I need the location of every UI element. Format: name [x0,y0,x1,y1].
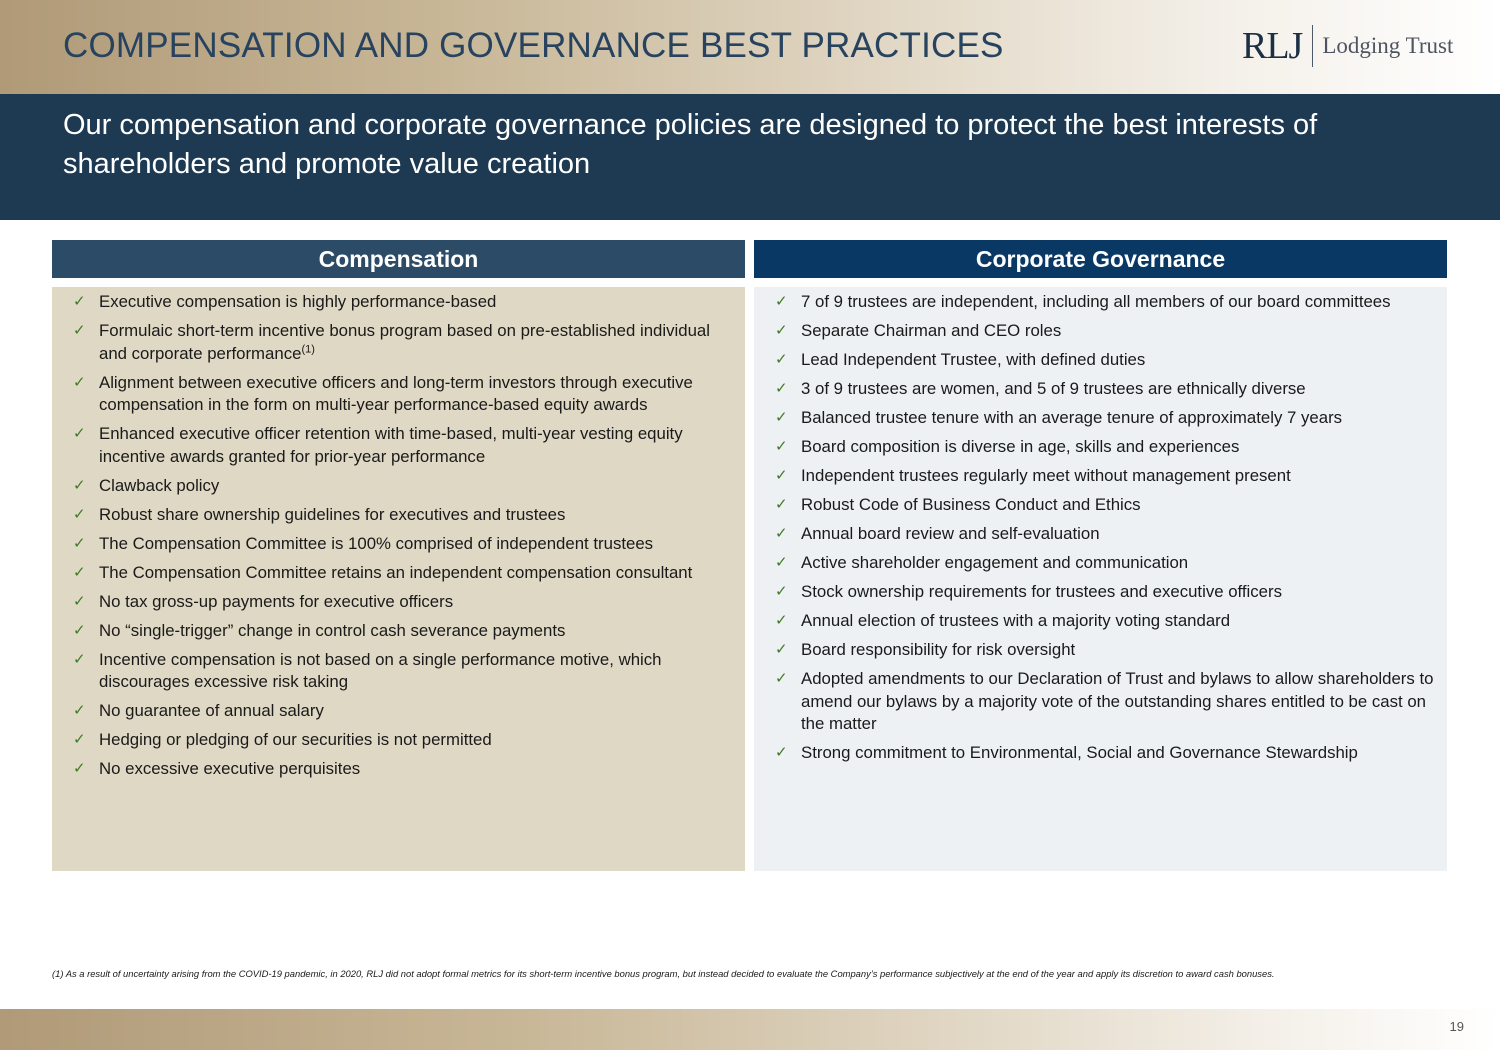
check-icon: ✓ [73,731,86,748]
list-item-text: Separate Chairman and CEO roles [801,321,1062,340]
list-item [754,494,1447,517]
list-item [754,581,1447,604]
list-item [52,291,745,314]
governance-panel [754,287,1447,871]
list-item [754,523,1447,546]
list-item-text: Board composition is diverse in age, skills and experiences [801,437,1240,456]
check-icon: ✓ [775,641,788,658]
list-item [754,668,1447,736]
list-item-text: Formulaic short-term incentive bonus program based on pre-established individual and corporate performance [99,321,710,363]
compensation-header: Compensation [52,240,745,278]
check-icon: ✓ [775,467,788,484]
check-icon: ✓ [775,438,788,455]
check-icon: ✓ [73,505,86,523]
list-item-text: No excessive executive perquisites [99,759,361,778]
list-item [52,758,745,781]
list-item [52,475,745,498]
list-item-text: No guarantee of annual salary [99,701,324,720]
list-item [52,562,745,585]
check-icon: ✓ [73,592,86,610]
subtitle: Our compensation and corporate governance policies are designed to protect the best interests of shareholders and promote value creation [63,109,1318,180]
check-icon: ✓ [775,612,788,629]
subtitle-band [0,94,1500,220]
check-icon: ✓ [73,534,86,552]
list-item-text: Executive compensation is highly performance-based [99,292,497,311]
check-icon: ✓ [775,322,788,339]
list-item [754,291,1447,314]
list-item [754,610,1447,633]
check-icon: ✓ [73,702,86,719]
list-item-text: Balanced trustee tenure with an average tenure of approximately 7 years [801,408,1343,427]
company-logo [1242,24,1453,68]
list-item [52,591,745,614]
list-item-text: Annual board review and self-evaluation [801,524,1100,543]
logo-divider [1312,25,1313,67]
list-item-text: The Compensation Committee retains an independent compensation consultant [99,562,693,582]
check-icon: ✓ [73,293,86,310]
check-icon: ✓ [775,670,788,687]
list-item-text: Stock ownership requirements for trustees and executive officers [801,582,1282,601]
check-icon: ✓ [73,650,86,668]
list-item [754,407,1447,430]
list-item-text: Active shareholder engagement and communication [801,553,1189,572]
list-item-text: Incentive compensation is not based on a single performance motive, which discourages excessive risk taking [99,649,662,691]
list-item-text: Hedging or pledging of our securities is not permitted [99,730,492,749]
check-icon: ✓ [73,563,86,581]
list-item [754,465,1447,488]
list-item [52,700,745,723]
list-item [52,320,745,365]
list-item [52,504,745,527]
list-item-text: Strong commitment to Environmental, Social and Governance Stewardship [801,743,1358,762]
check-icon: ✓ [775,525,788,542]
check-icon: ✓ [73,425,86,442]
list-item [52,533,745,556]
list-item-text: Alignment between executive officers and long-term investors through executive compensation in the form on multi-year performance-based equity awards [99,372,693,414]
page-title: COMPENSATION AND GOVERNANCE BEST PRACTICES [63,26,1004,65]
logo-text: Lodging Trust [1322,32,1454,58]
list-item [754,742,1447,765]
compensation-list [52,291,745,787]
list-item-text: Enhanced executive officer retention with time-based, multi-year vesting equity incentive awards granted for prior-year performance [99,424,683,466]
compensation-panel [52,287,745,871]
list-item-text: 7 of 9 trustees are independent, including all members of our board committees [801,292,1391,311]
list-item [754,552,1447,575]
check-icon: ✓ [775,351,788,368]
governance-header: Corporate Governance [754,240,1447,278]
list-item-text: No tax gross-up payments for executive officers [99,591,454,611]
list-item [52,729,745,752]
check-icon: ✓ [73,621,86,639]
list-item [754,349,1447,372]
check-icon: ✓ [775,744,788,761]
list-item [754,639,1447,662]
list-item-text: Clawback policy [99,475,220,495]
footnote-marker: (1) [301,342,315,355]
list-item-text: Board responsibility for risk oversight [801,640,1076,659]
check-icon: ✓ [775,380,788,397]
list-item-text: Independent trustees regularly meet without management present [801,466,1291,485]
list-item-text: Robust Code of Business Conduct and Ethics [801,495,1141,514]
bottom-gold-band [0,1009,1500,1050]
page-number: 19 [1449,1019,1464,1034]
check-icon: ✓ [775,409,788,426]
logo-mark: RLJ [1242,25,1303,67]
list-item-text: 3 of 9 trustees are women, and 5 of 9 trustees are ethnically diverse [801,379,1306,398]
check-icon: ✓ [73,373,86,391]
list-item-text: Robust share ownership guidelines for executives and trustees [99,504,566,524]
check-icon: ✓ [775,293,788,310]
list-item-text: No “single-trigger” change in control cash severance payments [99,620,566,640]
list-item [52,620,745,643]
list-item-text: The Compensation Committee is 100% comprised of independent trustees [99,533,654,553]
list-item [754,436,1447,459]
list-item [52,423,745,468]
list-item-text: Annual election of trustees with a majority voting standard [801,611,1231,630]
footnote: (1) As a result of uncertainty arising from the COVID-19 pandemic, in 2020, RLJ did not adopt formal metrics for its short-term incentive bonus program, but instead decided to evaluate the Company’s performance subjectively at the end of the year and apply its discretion to award cash bonuses. [52,968,1275,979]
list-item [52,649,745,694]
check-icon: ✓ [775,554,788,571]
check-icon: ✓ [775,496,788,513]
list-item [52,372,745,417]
check-icon: ✓ [775,583,788,600]
list-item [754,378,1447,401]
list-item-text: Adopted amendments to our Declaration of Trust and bylaws to allow shareholders to amend our bylaws by a majority vote of the outstanding shares entitled to be cast on the matter [801,669,1434,733]
governance-list [754,291,1447,771]
check-icon: ✓ [73,322,86,339]
list-item-text: Lead Independent Trustee, with defined duties [801,350,1146,369]
check-icon: ✓ [73,476,86,494]
list-item [754,320,1447,343]
check-icon: ✓ [73,760,86,777]
